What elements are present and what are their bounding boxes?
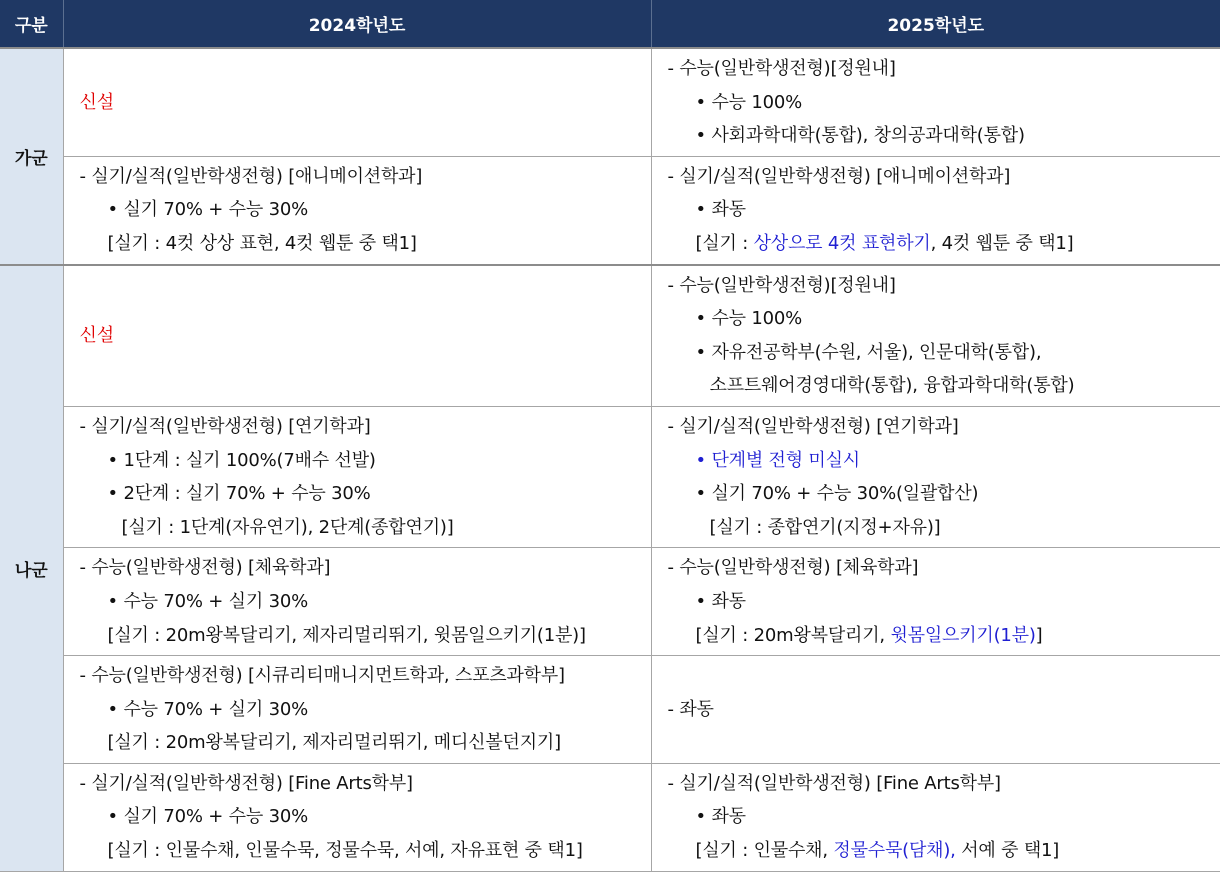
cell-2024 xyxy=(63,656,651,764)
line: • 실기 70% + 수능 30% xyxy=(107,199,308,221)
cell-2024 xyxy=(63,156,651,264)
cell-2025 xyxy=(651,406,1220,547)
line xyxy=(668,834,1220,868)
text-part: [실기 : 20m왕복달리기, xyxy=(695,624,891,646)
line: - 실기/실적(일반학생전형) [Fine Arts학부] xyxy=(79,772,413,794)
line xyxy=(668,619,1220,653)
cell-2024 xyxy=(63,763,651,871)
line: [실기 : 종합연기(지정+자유)] xyxy=(709,516,941,538)
line: • 좌동 xyxy=(695,199,746,221)
new-label: 신설 xyxy=(79,324,114,346)
line: - 실기/실적(일반학생전형) [애니메이션학과] xyxy=(667,165,1011,187)
line: • 수능 70% + 실기 30% xyxy=(107,698,308,720)
cell-2025 xyxy=(651,656,1220,764)
line: • 좌동 xyxy=(695,806,746,828)
line: - 수능(일반학생전형) [체육학과] xyxy=(667,557,919,579)
group-na: 나군 xyxy=(0,265,63,872)
line: • 자유전공학부(수원, 서울), 인문대학(통합), xyxy=(695,341,1042,363)
line: • 실기 70% + 수능 30% xyxy=(107,806,308,828)
table-row xyxy=(0,156,1220,264)
text-part: [실기 : 인물수채, xyxy=(695,840,834,862)
cell-2024 xyxy=(63,406,651,547)
line: • 2단계 : 실기 70% + 수능 30% xyxy=(107,483,371,505)
line: • 1단계 : 실기 100%(7배수 선발) xyxy=(107,449,376,471)
line: - 수능(일반학생전형)[정원내] xyxy=(667,274,896,296)
table-row xyxy=(0,48,1220,156)
changed-text: • 단계별 전형 미실시 xyxy=(695,449,860,471)
cell-2025 xyxy=(651,48,1220,156)
table-row xyxy=(0,548,1220,656)
new-label: 신설 xyxy=(79,91,114,113)
line: - 좌동 xyxy=(667,698,714,720)
table-row xyxy=(0,656,1220,764)
changed-text: 윗몸일으키기(1분) xyxy=(890,624,1036,646)
line: [실기 : 1단계(자유연기), 2단계(종합연기)] xyxy=(121,516,454,538)
line: 소프트웨어경영대학(통합), 융합과학대학(통합) xyxy=(709,375,1075,397)
text-part: [실기 : xyxy=(695,232,754,254)
cell-2025 xyxy=(651,156,1220,264)
line: - 수능(일반학생전형) [시큐리티매니지먼트학과, 스포츠과학부] xyxy=(79,665,565,687)
line: • 수능 100% xyxy=(695,91,802,113)
line xyxy=(668,227,1220,261)
text-part: , 4컷 웹툰 중 택1] xyxy=(930,232,1074,254)
header-2025: 2025학년도 xyxy=(651,0,1220,48)
header-category: 구분 xyxy=(0,0,63,48)
cell-2025 xyxy=(651,265,1220,407)
cell-2024 xyxy=(63,48,651,156)
line: • 사회과학대학(통합), 창의공과대학(통합) xyxy=(695,125,1025,147)
line: • 수능 100% xyxy=(695,308,802,330)
line: - 수능(일반학생전형) [체육학과] xyxy=(79,557,331,579)
table-row xyxy=(0,406,1220,547)
line: [실기 : 20m왕복달리기, 제자리멀리뛰기, 메디신볼던지기] xyxy=(107,732,561,754)
group-ga: 가군 xyxy=(0,48,63,265)
line: - 실기/실적(일반학생전형) [연기학과] xyxy=(79,415,371,437)
cell-2025 xyxy=(651,763,1220,871)
line: • 수능 70% + 실기 30% xyxy=(107,590,308,612)
header-row xyxy=(0,0,1220,48)
line: [실기 : 4컷 상상 표현, 4컷 웹툰 중 택1] xyxy=(107,232,417,254)
line: • 좌동 xyxy=(695,590,746,612)
text-part: 서예 중 택1] xyxy=(955,840,1060,862)
cell-2025 xyxy=(651,548,1220,656)
table-row xyxy=(0,763,1220,871)
line: - 수능(일반학생전형)[정원내] xyxy=(667,58,896,79)
line: • 실기 70% + 수능 30%(일괄합산) xyxy=(695,483,979,505)
line: [실기 : 20m왕복달리기, 제자리멀리뛰기, 윗몸일으키기(1분)] xyxy=(107,624,586,646)
text-part: ] xyxy=(1035,624,1043,646)
line: - 실기/실적(일반학생전형) [연기학과] xyxy=(667,415,959,437)
line: [실기 : 인물수채, 인물수묵, 정물수묵, 서예, 자유표현 중 택1] xyxy=(107,840,583,862)
header-2024: 2024학년도 xyxy=(63,0,651,48)
changed-text: 정물수묵(담채), xyxy=(833,840,956,862)
cell-2024 xyxy=(63,548,651,656)
table-row xyxy=(0,265,1220,407)
changed-text: 상상으로 4컷 표현하기 xyxy=(753,232,931,254)
cell-2024 xyxy=(63,265,651,407)
line: - 실기/실적(일반학생전형) [Fine Arts학부] xyxy=(667,772,1001,794)
line: - 실기/실적(일반학생전형) [애니메이션학과] xyxy=(79,165,423,187)
